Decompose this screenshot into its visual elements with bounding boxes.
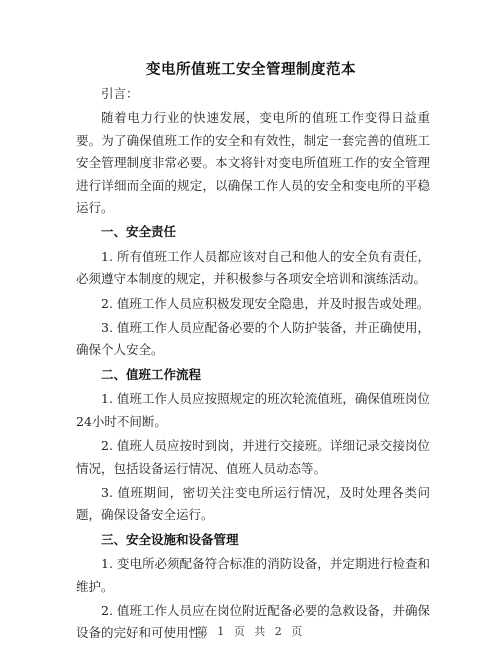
section-item: 1. 所有值班工作人员都应该对自己和他人的安全负有责任，必须遵守本制度的规定，并积极参与各项安全培训和演练活动。 (76, 248, 430, 287)
section-heading-safety-responsibility: 一、安全责任 (101, 224, 177, 240)
section-item: 2. 值班人员应按时到岗，并进行交接班。详细记录交接岗位情况，包括设备运行情况、值班人员动态等。 (76, 438, 430, 476)
section-item: 1. 值班工作人员应按照规定的班次轮流值班，确保值班岗位24小时不间断。 (76, 391, 430, 429)
section-item: 3. 值班期间，密切关注变电所运行情况，及时处理各类问题，确保设备安全运行。 (76, 484, 430, 523)
section-item: 1. 变电所必须配备符合标准的消防设备，并定期进行检查和维护。 (76, 556, 430, 594)
section-heading-duty-workflow: 二、值班工作流程 (101, 366, 202, 382)
document-body (76, 83, 430, 647)
section-item: 2. 值班工作人员应积极发现安全隐患，并及时报告或处理。 (101, 295, 430, 311)
document-title: 变电所值班工安全管理制度范本 (146, 62, 356, 78)
intro-paragraph: 随着电力行业的快速发展，变电所的值班工作变得日益重要。为了确保值班工作的安全和有效性，制定一套完善的值班工安全管理制度非常必要。本文将针对变电所值班工作的安全管理进行详细而全面的规定，以确保工作人员的安全和变电所的平稳运行。 (76, 110, 430, 216)
section-item: 3. 值班工作人员应配备必要的个人防护装备，并正确使用，确保个人安全。 (76, 320, 430, 358)
section-heading-facility-management: 三、安全设施和设备管理 (101, 531, 239, 547)
section-item: 2. 值班工作人员应在岗位附近配备必要的急救设备，并确保设备的完好和可使用性。 (76, 602, 430, 641)
intro-label: 引言： (101, 86, 139, 101)
page-number-footer: 第 1 页 共 2 页 (196, 625, 306, 638)
